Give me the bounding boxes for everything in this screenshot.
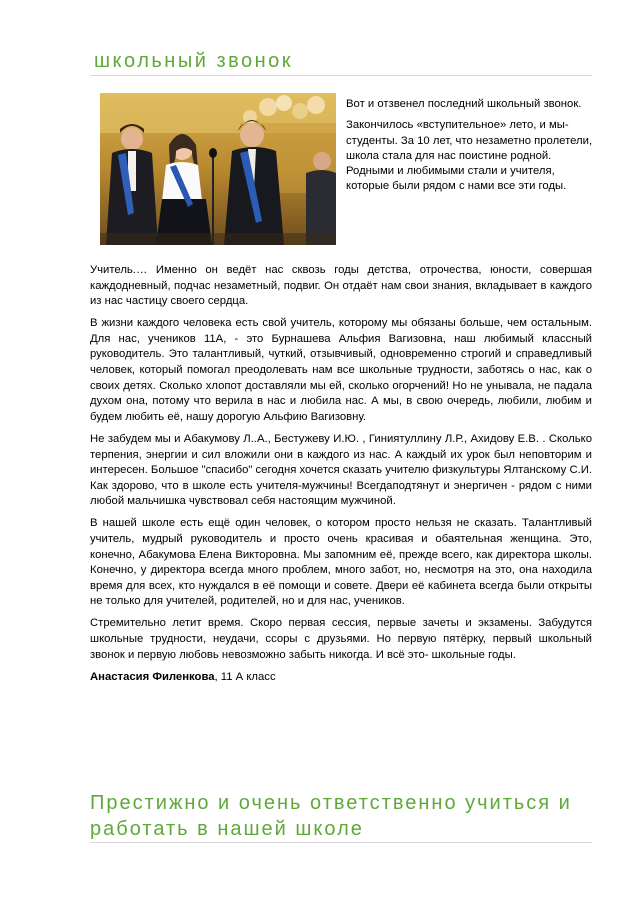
title-divider: [90, 75, 592, 76]
author-class: , 11 А класс: [214, 670, 276, 683]
article-paragraph: Учитель.… Именно он ведёт нас сквозь годы детства, отрочества, юности, совершая каждодневный, подчас незаметный, подвиг. Он отдаёт нам свои знания, вкладывает в каждого из нас частицу своего сердца.: [90, 264, 592, 308]
author-name: Анастасия Филенкова: [90, 670, 215, 683]
next-section-title: Престижно и очень ответственно учиться и работать в нашей школе: [90, 792, 572, 840]
article-paragraph: В жизни каждого человека есть свой учитель, которому мы обязаны больше, чем остальным. Для нас, учеников 11А, - это Бурнашева Альфия Вагизовна, наш любимый классный руководитель. Это талантливый, чуткий, отзывчивый, одновременно строгий и справедливый человек, который помогал преодолевать нам все школьные трудности, заботясь о нас, как о своих детях. Сколько хлопот доставляли мы ей, сколько огорчений! Но не унывала, не падала духом она, потому что верила в нас и любила нас. А мы, в свою очередь, любили, любим и будем любить её, нашу дорогую Альфию Вагизовну.: [90, 317, 592, 423]
intro-paragraph: Вот и отзвенел последний школьный звонок.: [346, 98, 582, 110]
author-signature: [90, 670, 592, 686]
intro-text: [346, 97, 594, 201]
section-divider: [90, 842, 592, 843]
article-body: [90, 263, 592, 692]
intro-paragraph: Закончилось «вступительное» лето, и мы-студенты. За 10 лет, что незаметно пролетели, школа стала для нас поистине родной. Родными и любимыми стали и учителя, которые были рядом с нами все эти годы.: [346, 119, 593, 193]
section-title: школьный звонок: [94, 50, 294, 72]
graduates-photo-icon: [100, 93, 336, 245]
graduates-photo: [100, 93, 336, 245]
article-paragraph: Стремительно летит время. Скоро первая сессия, первые зачеты и экзамены. Забудутся школьные трудности, неудачи, ссоры с друзьями. Но первую пятёрку, первый школьный звонок и первую любовь невозможно забыть никогда. И всё это- школьные годы.: [90, 617, 592, 661]
article-paragraph: Не забудем мы и Абакумову Л..А., Бестужеву И.Ю. , Гиниятуллину Л.Р., Ахидову Е.В. . Сколько терпения, энергии и сил вложили они в каждого из нас. А каждый их урок был неповторим и интересен. Большое "спасибо" сегодня хочется сказать учителю физкультуры Ялтанскому С.И. Как здорово, что в школе есть учителя-мужчины! Всегдаподтянут и энергичен - рядом с ними любой мальчишка чувствовал себя настоящим мужчиной.: [90, 432, 592, 508]
article-paragraph: В нашей школе есть ещё один человек, о котором просто нельзя не сказать. Талантливый учитель, мудрый руководитель и просто очень красивая и обаятельная женщина. Это, конечно, Абакумова Елена Викторовна. Мы запомним её, прежде всего, как директора школы. Конечно, у директора всегда много проблем, много забот, но, несмотря на это, она находила время для всех, кто нуждался в её помощи и совете. Двери её кабинета всегда были открыты не только для учителей, родителей, но и для нас, учеников.: [90, 517, 592, 608]
